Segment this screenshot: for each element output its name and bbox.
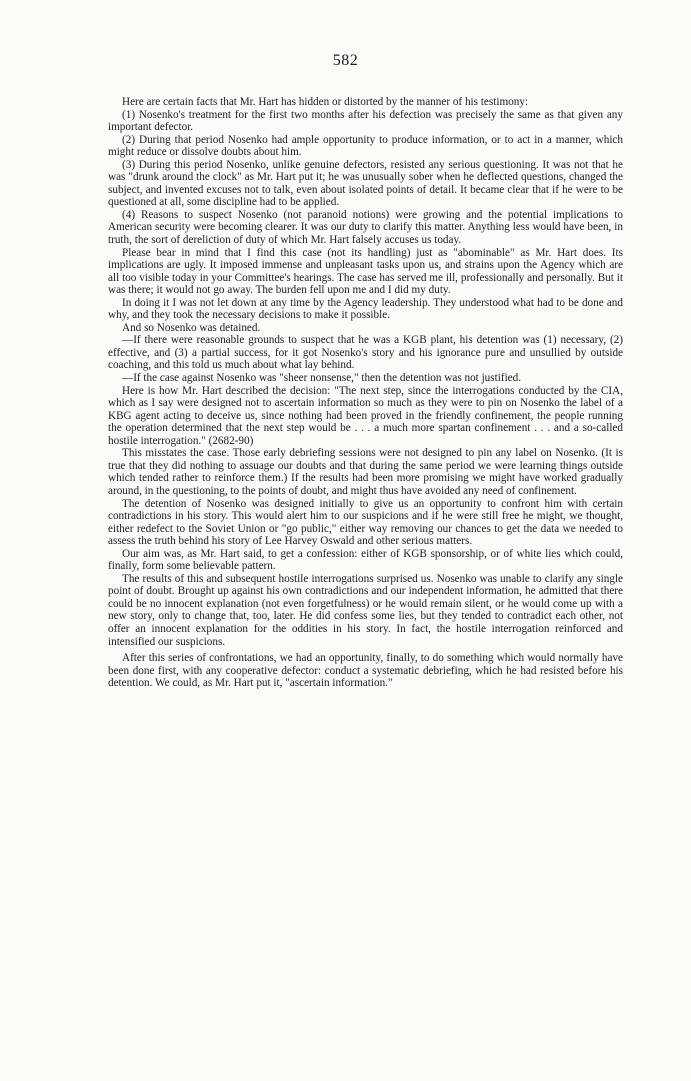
paragraph: The detention of Nosenko was designed initially to give us an opportunity to confront him with certain contradictions in his story. This would alert him to our suspicions and if he were still free he might, we thought, either redefect to the Soviet Union or "go public," either way removing our chances to get the data we needed to assess the truth behind his story of Lee Harvey Oswald and other serious matters.	[108, 497, 623, 548]
paragraph: —If there were reasonable grounds to suspect that he was a KGB plant, his detention was (1) necessary, (2) effective, and (3) a partial success, for it got Nosenko's story and his ignorance pure and unsullied by outside coaching, and this told us much about what lay behind.	[108, 334, 623, 372]
paragraph: —If the case against Nosenko was "sheer nonsense," then the detention was not justified.	[122, 372, 522, 385]
paragraph: (4) Reasons to suspect Nosenko (not paranoid notions) were growing and the potential implications to American security were becoming clearer. It was our duty to clarify this matter. Anything less would have been, in truth, the sort of dereliction of duty of which Mr. Hart falsely accuses us today.	[108, 208, 623, 247]
paragraph: Here are certain facts that Mr. Hart has hidden or distorted by the manner of his testimony:	[122, 96, 529, 108]
paragraph: Please bear in mind that I find this case (not its handling) just as "abominable" as Mr. Hart does. Its implications are ugly. It imposed immense and unpleasant tasks upon us, and strains upon the Agency which are all too visible today in your Committee's hearings. The case has served me ill, professionally and personally. But it was there; it would not go away. The burden fell upon me and I did my duty.	[108, 246, 623, 297]
paragraph: (2) During that period Nosenko had ample opportunity to produce information, or to act in a manner, which might reduce or dissolve doubts about him.	[108, 133, 623, 159]
paragraph: After this series of confrontations, we had an opportunity, finally, to do something which would normally have been done first, with any cooperative defector: conduct a systematic debriefing, which he had resisted before his detention. We could, as Mr. Hart put it, "ascertain information."	[108, 652, 623, 690]
paragraph: And so Nosenko was detained.	[122, 321, 261, 334]
body-text	[108, 96, 623, 690]
paragraph: Here is how Mr. Hart described the decision: "The next step, since the interrogations conducted by the CIA, which as I say were designed not to ascertain information so much as they were to pin on Nosenko the label of a KBG agent acting to deceive us, since nothing had been proved in the friendly confinement, the people running the operation determined that the next step would be . . . a much more spartan confinement . . . and a so-called hostile interrogation." (2682-90)	[108, 384, 623, 447]
paragraph: This misstates the case. Those early debriefing sessions were not designed to pin any label on Nosenko. (It is true that they did nothing to assuage our doubts and that during the same period we were learning things outside which tended rather to reinforce them.) If the results had been more promising we might have worked gradually around, in the questioning, to the points of doubt, and might thus have avoided any need of confinement.	[108, 447, 623, 497]
paragraph: In doing it I was not let down at any time by the Agency leadership. They understood what had to be done and why, and they took the necessary decisions to make it possible.	[108, 296, 623, 322]
paragraph: (3) During this period Nosenko, unlike genuine defectors, resisted any serious questioning. It was not that he was "drunk around the clock" as Mr. Hart put it; he was unusually sober when he deflected questions, changed the subject, and invented excuses not to talk, even about isolated points of detail. It became clear that if he were to be questioned at all, some discipline had to be applied.	[108, 158, 623, 209]
paragraph: (1) Nosenko's treatment for the first two months after his defection was precisely the same as that given any important defector.	[108, 108, 623, 134]
paragraph: Our aim was, as Mr. Hart said, to get a confession: either of KGB sponsorship, or of white lies which could, finally, form some believable pattern.	[108, 547, 623, 573]
paragraph: The results of this and subsequent hostile interrogations surprised us. Nosenko was unable to clarify any single point of doubt. Brought up against his own contradictions and our independent information, he admitted that there could be no innocent explanation (not even forgetfulness) or he would remain silent, or he would come up with a new story, only to change that, too, later. He did confess some lies, but they tended to contradict each other, not offer an innocent explanation for the oddities in his story. In fact, the hostile interrogation reinforced and intensified our suspicions.	[108, 572, 623, 648]
page-number: 582	[332, 52, 359, 69]
